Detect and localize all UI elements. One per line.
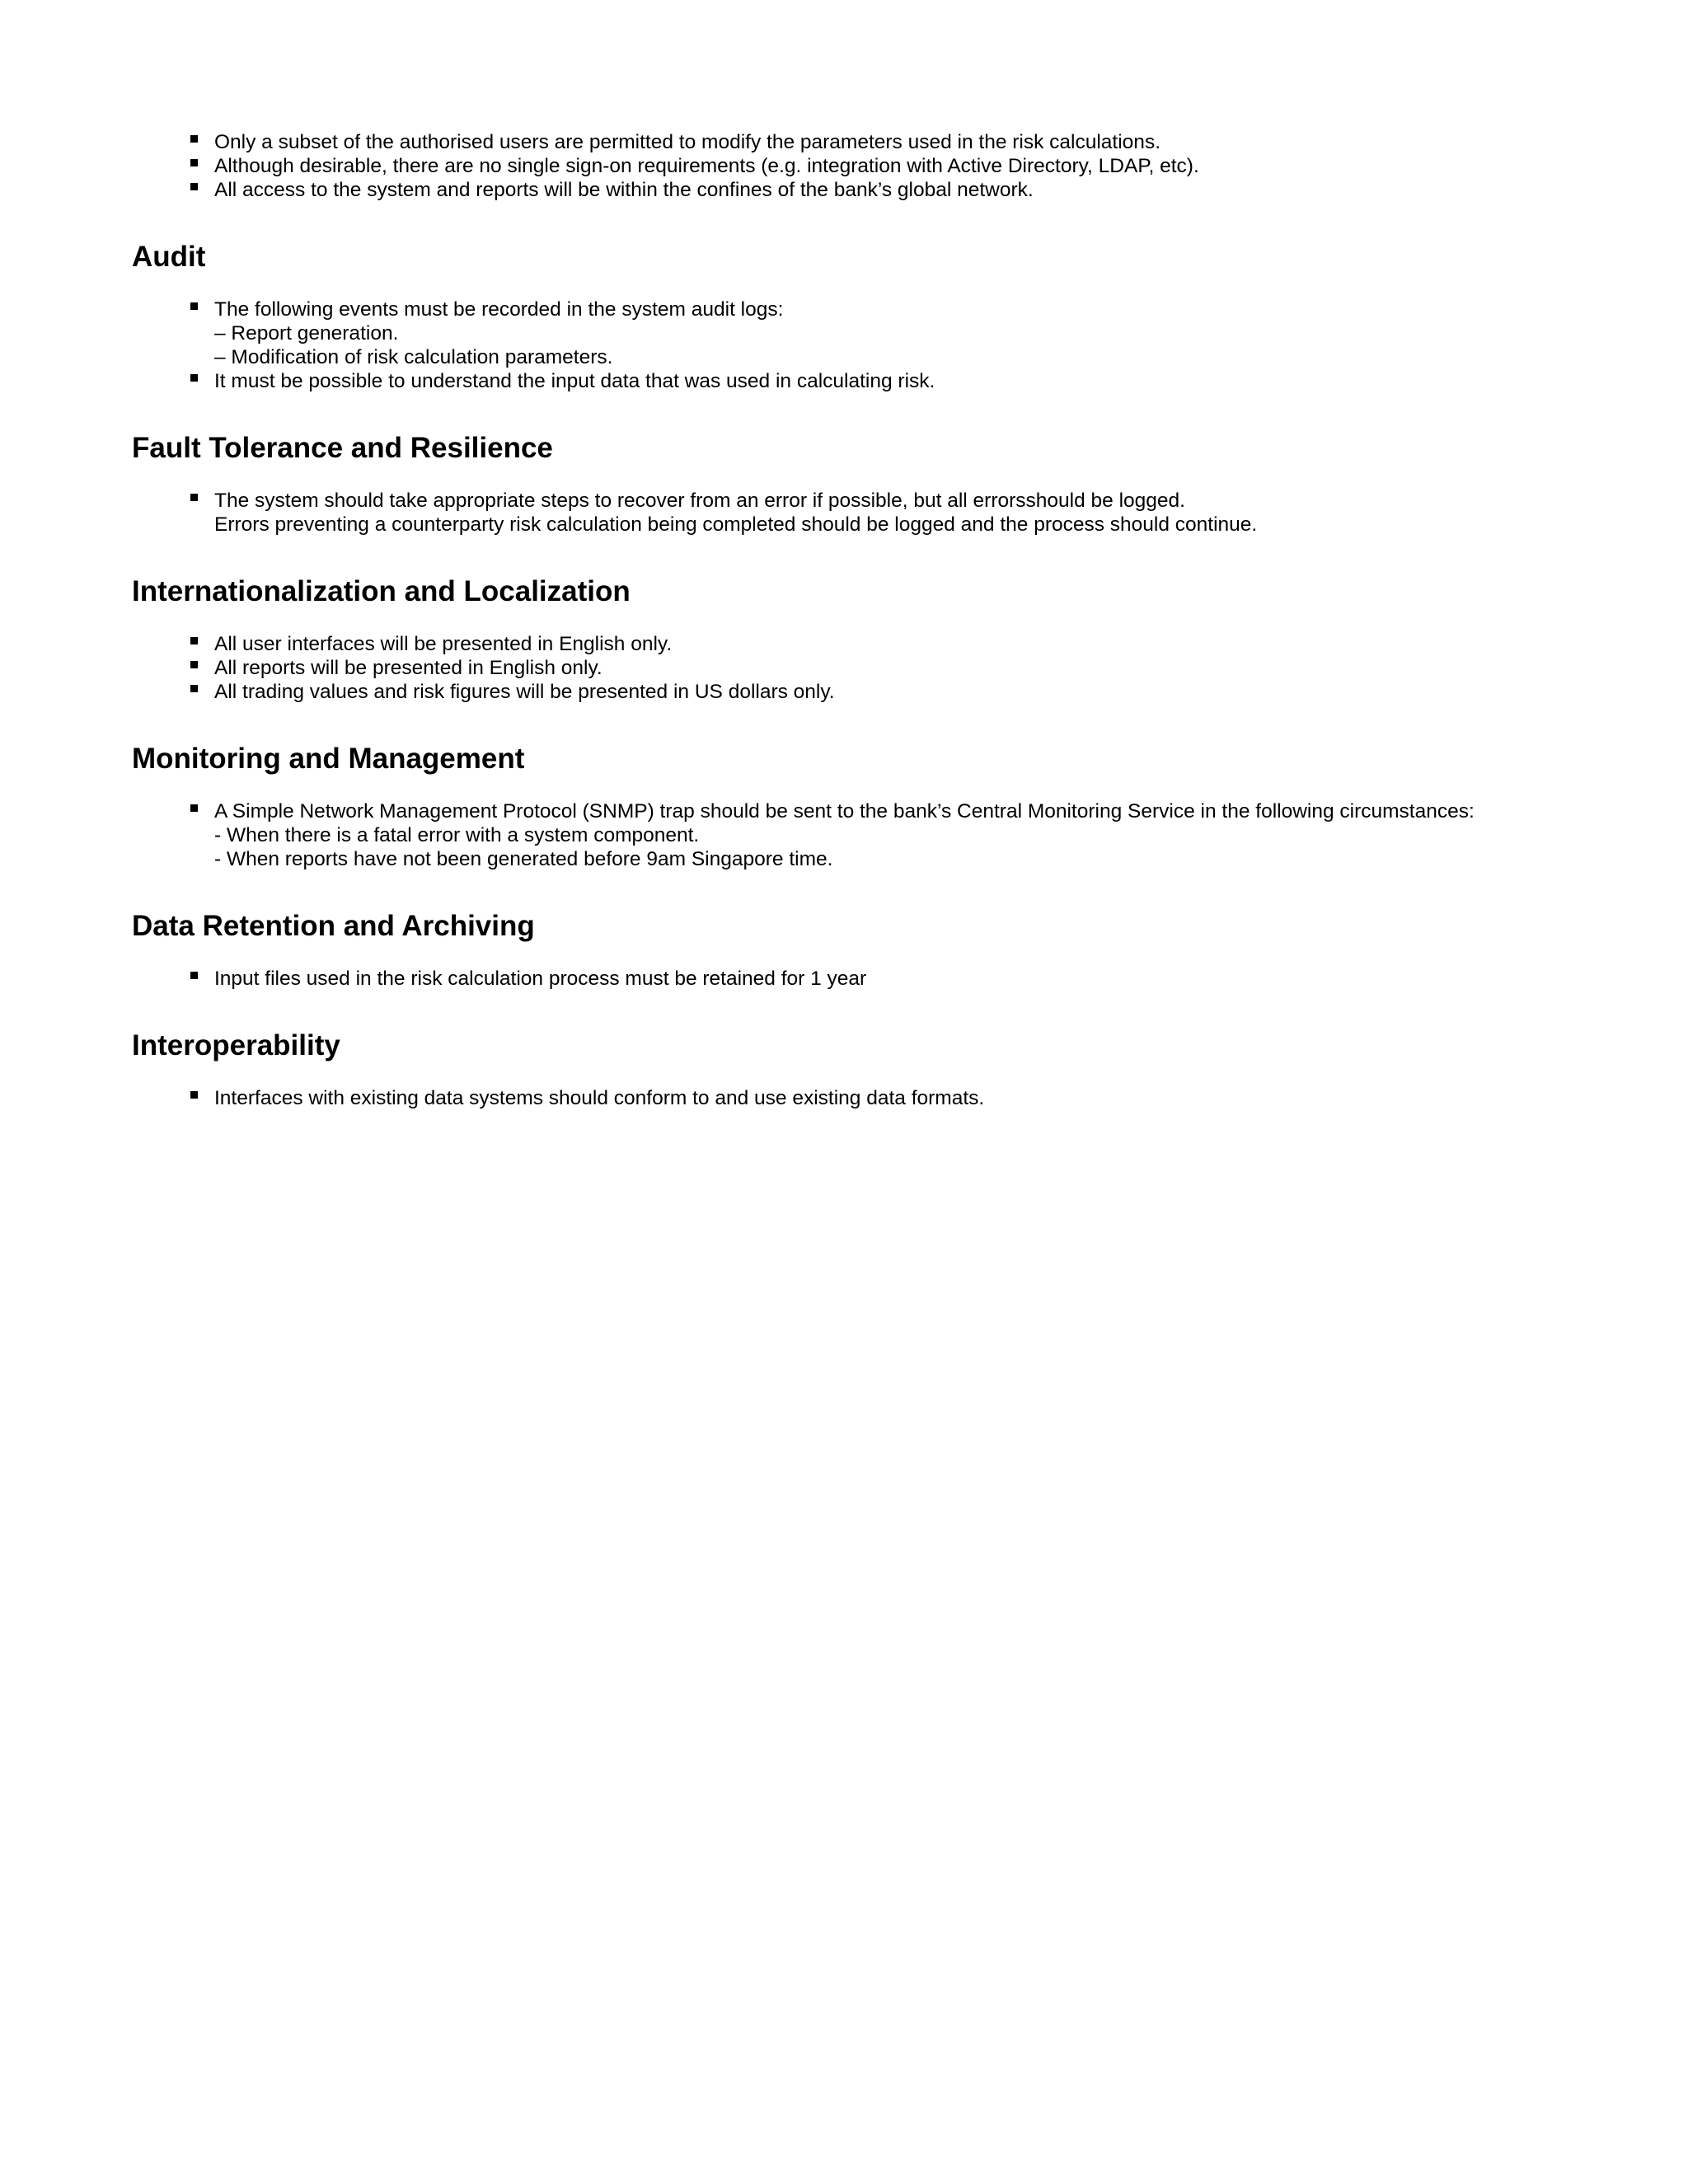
square-bullet-icon	[190, 302, 198, 310]
document-section	[132, 240, 1615, 431]
list-item-text: Only a subset of the authorised users are permitted to modify the parameters used in the risk calculations.	[214, 131, 1160, 153]
section-spacer	[132, 991, 1615, 1029]
square-bullet-icon	[190, 661, 198, 668]
square-bullet-icon	[190, 972, 198, 979]
document-body	[132, 130, 1615, 1110]
list-item-text: All reports will be presented in English only.	[214, 657, 603, 679]
list-item	[214, 967, 1615, 991]
square-bullet-icon	[190, 804, 198, 812]
list-item-text: Errors preventing a counterparty risk calculation being completed should be logged and the process should continue.	[214, 513, 1258, 536]
section-spacer	[132, 871, 1615, 909]
square-bullet-icon	[190, 159, 198, 166]
section-heading: Interoperability	[132, 1029, 340, 1062]
list-item-text: All access to the system and reports will be within the confines of the bank’s global network.	[214, 179, 1034, 201]
list-item-text: Interfaces with existing data systems should conform to and use existing data formats.	[214, 1087, 985, 1109]
list-item-text: A Simple Network Management Protocol (SNMP) trap should be sent to the bank’s Central Monitoring Service in the following circumstances:	[214, 800, 1475, 823]
bullet-list	[132, 489, 1615, 537]
list-item-text: It must be possible to understand the input data that was used in calculating risk.	[214, 370, 935, 392]
list-item	[214, 130, 1615, 154]
section-spacer	[132, 537, 1615, 574]
section-heading: Internationalization and Localization	[132, 575, 631, 607]
bullet-list	[132, 799, 1615, 871]
bullet-list	[132, 967, 1615, 991]
section-heading: Data Retention and Archiving	[132, 910, 535, 942]
list-item-text: The following events must be recorded in the system audit logs:	[214, 298, 784, 321]
section-spacer	[132, 202, 1615, 240]
list-item-text: Input files used in the risk calculation process must be retained for 1 year	[214, 968, 867, 990]
list-item-text: – Report generation.	[214, 322, 399, 344]
document-section	[132, 574, 1615, 742]
list-item-text: – Modification of risk calculation parameters.	[214, 346, 613, 368]
list-item-text: - When reports have not been generated before 9am Singapore time.	[214, 848, 833, 870]
list-item	[214, 1086, 1615, 1110]
document-section	[132, 742, 1615, 909]
bullet-list	[132, 130, 1615, 202]
document-section	[132, 431, 1615, 574]
section-heading: Monitoring and Management	[132, 743, 525, 775]
list-item	[214, 799, 1615, 871]
document-section	[132, 909, 1615, 1029]
list-item	[214, 656, 1615, 680]
list-item	[214, 154, 1615, 178]
square-bullet-icon	[190, 637, 198, 644]
square-bullet-icon	[190, 1091, 198, 1099]
square-bullet-icon	[190, 374, 198, 382]
list-item-text: The system should take appropriate steps to recover from an error if possible, but all errorsshould be logged.	[214, 490, 1185, 512]
section-heading: Fault Tolerance and Resilience	[132, 432, 553, 464]
list-item	[214, 298, 1615, 369]
square-bullet-icon	[190, 135, 198, 143]
bullet-list	[132, 1086, 1615, 1110]
list-item	[214, 369, 1615, 393]
list-item-text: - When there is a fatal error with a system component.	[214, 824, 700, 846]
list-item	[214, 632, 1615, 656]
list-item-text: All trading values and risk figures will be presented in US dollars only.	[214, 681, 835, 703]
section-spacer	[132, 704, 1615, 742]
list-item	[214, 680, 1615, 704]
bullet-list	[132, 632, 1615, 704]
list-item	[214, 178, 1615, 202]
document-section	[132, 1029, 1615, 1110]
list-item	[214, 489, 1615, 537]
list-item-text: All user interfaces will be presented in English only.	[214, 633, 673, 655]
section-spacer	[132, 393, 1615, 431]
section-heading: Audit	[132, 241, 206, 273]
square-bullet-icon	[190, 685, 198, 692]
bullet-list	[132, 298, 1615, 393]
square-bullet-icon	[190, 183, 198, 190]
square-bullet-icon	[190, 494, 198, 501]
document-section	[132, 130, 1615, 240]
list-item-text: Although desirable, there are no single sign-on requirements (e.g. integration with Active Directory, LDAP, etc).	[214, 155, 1199, 177]
